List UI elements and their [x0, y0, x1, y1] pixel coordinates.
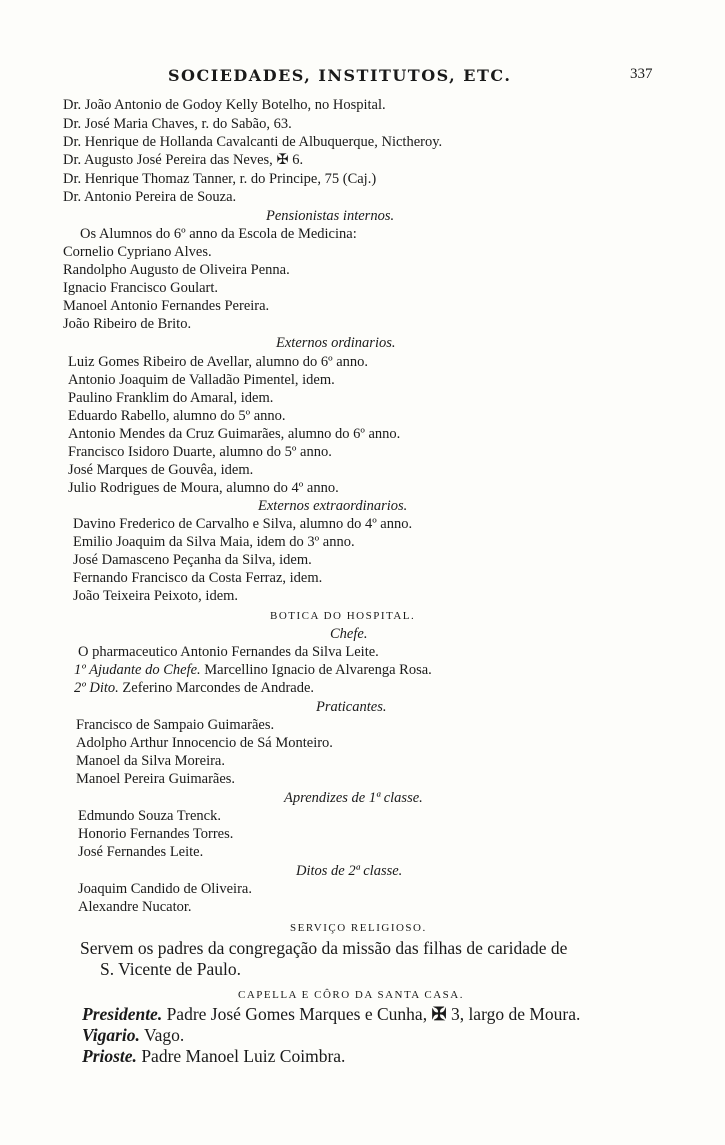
list-item: Emilio Joaquim da Silva Maia, idem do 3º anno. [73, 534, 355, 550]
role-label: Vigario. [82, 1025, 140, 1045]
list-item: Paulino Franklim do Amaral, idem. [68, 390, 274, 406]
list-item: Fernando Francisco da Costa Ferraz, idem. [73, 570, 323, 586]
paragraph-line: S. Vicente de Paulo. [100, 959, 242, 979]
list-item [82, 1004, 580, 1025]
section-heading: Pensionistas internos. [266, 208, 395, 224]
section-heading: CAPELLA E CÔRO DA SANTA CASA. [238, 989, 464, 1001]
role-label: Prioste. [82, 1046, 137, 1066]
list-item: José Marques de Gouvêa, idem. [68, 462, 254, 478]
role-label: 1º Ajudante do Chefe. [74, 662, 201, 678]
list-item [82, 1046, 345, 1067]
running-title: SOCIEDADES, INSTITUTOS, ETC. [168, 66, 512, 85]
physician-line [63, 151, 303, 169]
list-item: Alexandre Nucator. [78, 899, 192, 915]
section-heading: SERVIÇO RELIGIOSO. [290, 922, 427, 934]
physician-line: Dr. José Maria Chaves, r. do Sabão, 63. [63, 116, 292, 132]
list-item: José Fernandes Leite. [78, 844, 204, 860]
role-label: 2º Dito. [74, 680, 119, 696]
physician-line: Dr. Henrique de Hollanda Cavalcanti de Albuquerque, Nictheroy. [63, 134, 443, 150]
list-item: O pharmaceutico Antonio Fernandes da Silva Leite. [78, 644, 379, 660]
list-item: Joaquim Candido de Oliveira. [78, 881, 252, 897]
person-name: Padre Manoel Luiz Coimbra. [141, 1046, 346, 1066]
list-item: Davino Frederico de Carvalho e Silva, alumno do 4º anno. [73, 516, 413, 532]
role-label: Presidente. [82, 1004, 163, 1024]
floral-cross-symbol: ✠ [276, 152, 289, 168]
subsection-heading: Ditos de 2ª classe. [296, 863, 403, 879]
list-item: Manoel da Silva Moreira. [76, 753, 225, 769]
section-heading: Externos ordinarios. [276, 335, 396, 351]
list-item: João Teixeira Peixoto, idem. [73, 588, 239, 604]
list-item [74, 679, 314, 697]
list-item [82, 1025, 184, 1046]
list-item: Luiz Gomes Ribeiro de Avellar, alumno do 6º anno. [68, 354, 369, 370]
list-item: Edmundo Souza Trenck. [78, 808, 221, 824]
subsection-heading: Chefe. [330, 626, 368, 642]
list-item [74, 661, 432, 679]
list-item: Francisco de Sampaio Guimarães. [76, 717, 275, 733]
section-intro: Os Alumnos do 6º anno da Escola de Medicina: [80, 226, 357, 242]
list-item: Adolpho Arthur Innocencio de Sá Monteiro. [76, 735, 333, 751]
person-name: Padre José Gomes Marques e Cunha, [166, 1004, 428, 1024]
subsection-heading: Aprendizes de 1ª classe. [284, 790, 423, 806]
address: 3, largo de Moura. [450, 1004, 581, 1024]
physician-line: Dr. João Antonio de Godoy Kelly Botelho, no Hospital. [63, 97, 386, 113]
physician-line: Dr. Antonio Pereira de Souza. [63, 189, 237, 205]
list-item: Ignacio Francisco Goulart. [63, 280, 219, 296]
subsection-heading: Praticantes. [316, 699, 387, 715]
list-item: Cornelio Cypriano Alves. [63, 244, 212, 260]
physician-name: Dr. Augusto José Pereira das Neves, [63, 152, 273, 168]
paragraph-line: Servem os padres da congregação da missão das filhas de caridade de [80, 938, 568, 958]
list-item: Randolpho Augusto de Oliveira Penna. [63, 262, 290, 278]
cross-symbol: ✠ [431, 1004, 447, 1024]
list-item: João Ribeiro de Brito. [63, 316, 192, 332]
list-item: Manoel Pereira Guimarães. [76, 771, 236, 787]
page-number: 337 [630, 66, 653, 82]
section-heading: BOTICA DO HOSPITAL. [270, 610, 416, 622]
list-item: José Damasceno Peçanha da Silva, idem. [73, 552, 312, 568]
section-heading: Externos extraordinarios. [258, 498, 408, 514]
list-item: Eduardo Rabello, alumno do 5º anno. [68, 408, 286, 424]
list-item: Manoel Antonio Fernandes Pereira. [63, 298, 270, 314]
list-item: Antonio Mendes da Cruz Guimarães, alumno do 6º anno. [68, 426, 401, 442]
person-name: Marcellino Ignacio de Alvarenga Rosa. [204, 662, 432, 678]
list-item: Antonio Joaquim de Valladão Pimentel, idem. [68, 372, 335, 388]
list-item: Francisco Isidoro Duarte, alumno do 5º anno. [68, 444, 332, 460]
person-name: Vago. [143, 1025, 185, 1045]
physician-line: Dr. Henrique Thomaz Tanner, r. do Principe, 75 (Caj.) [63, 171, 377, 187]
person-name: Zeferino Marcondes de Andrade. [122, 680, 315, 696]
list-item: Honorio Fernandes Torres. [78, 826, 234, 842]
list-item: Julio Rodrigues de Moura, alumno do 4º anno. [68, 480, 339, 496]
page-header [0, 66, 725, 90]
physician-address: 6. [292, 152, 304, 168]
